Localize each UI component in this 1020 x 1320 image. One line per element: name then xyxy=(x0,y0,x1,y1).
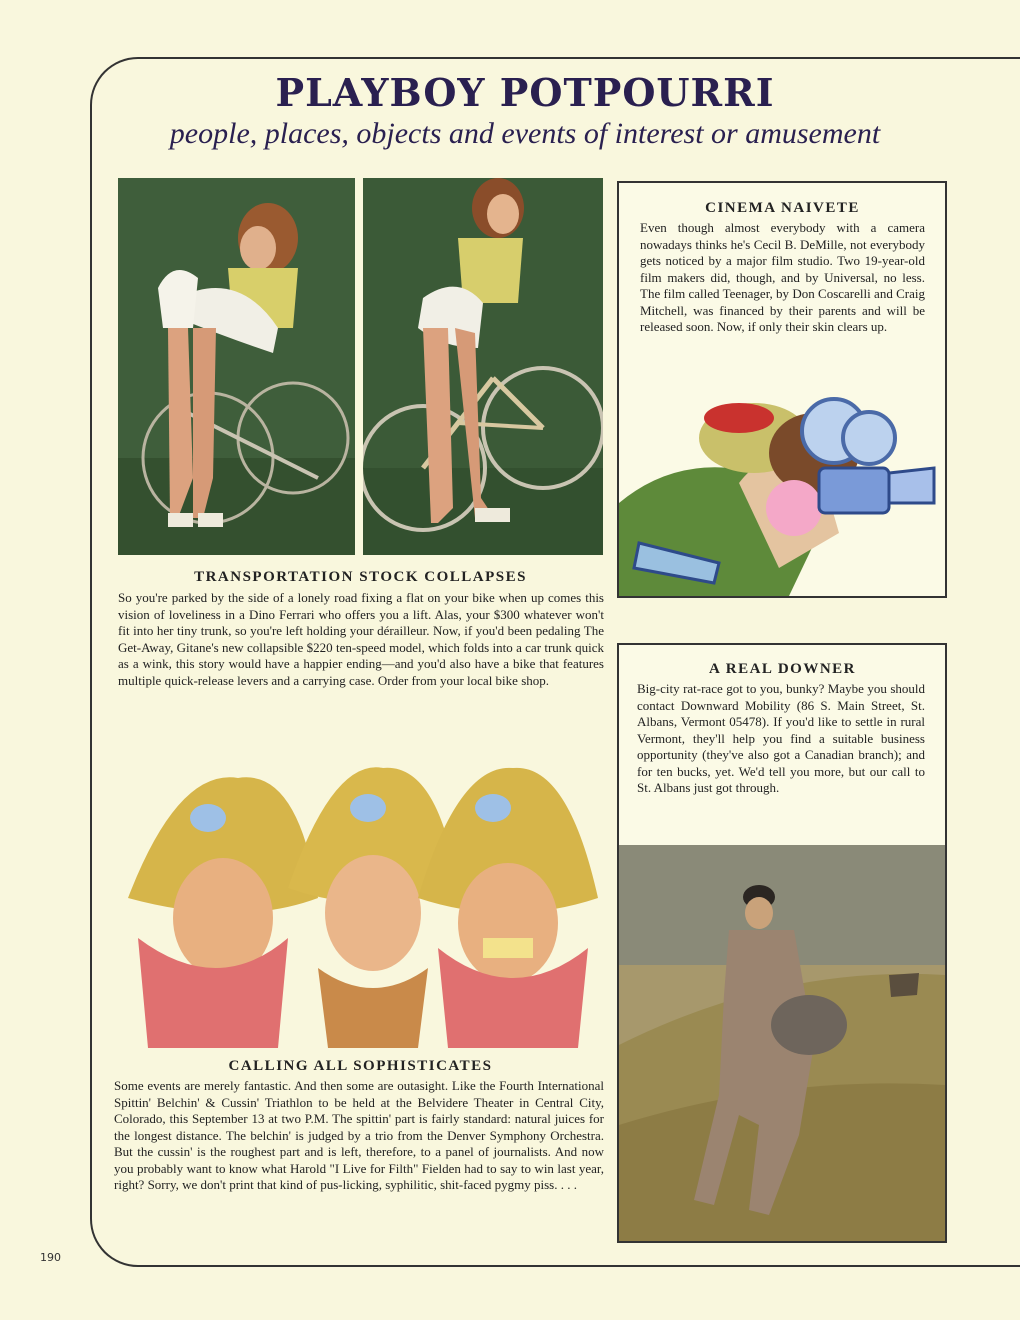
sophisticates-body: Some events are merely fantastic. And then some are outasight. Like the Fourth International Spittin' Belchin' & Cussin' Triathlon to be held at the Belvidere Theater in Central City, Colorado, this September 13 at two P.M. The spittin' part is fairly standard: natural juices for the longest distance. The belchin' is judged by a trio from the Denver Symphony Orchestra. But the cussin' is the roughest part and is left, therefore, to a panel of journalists. And now you probably want to know what Harold "I Live for Filth" Fielden had to say to win last year, right? Sorry, we don't print that kind of pus-licking, syphilitic, shit-faced pygmy piss. . . . xyxy=(114,1078,604,1192)
downer-heading: A REAL DOWNER xyxy=(708,661,857,677)
filmmakers-illustration xyxy=(619,393,945,596)
sophisticates-heading: CALLING ALL SOPHISTICATES xyxy=(228,1058,493,1074)
cinema-body: Even though almost everybody with a camera nowadays thinks he's Cecil B. DeMille, not everybody gets noticed by a major film studio. Two 19-year-old film makers did, though, and by Universal, no less. The film called Teenager, by Don Coscarelli and Craig Mitchell, was financed by their parents and will be released soon. Now, if only their skin clears up. xyxy=(640,220,925,334)
transportation-body: So you're parked by the side of a lonely road fixing a flat on your bike when up comes this vision of loveliness in a Dino Ferrari who offers you a lift. Alas, your $300 whatever won't fit into her tiny trunk, so you're left holding your dérailleur. Now, if you'd been pedaling The Get-Away, Gitane's new collapsible $220 ten-speed model, which folds into a car trunk quick as a wink, this story would have a happier ending—and you'd also have a bike that features multiple quick-release levers and a carrying case. Order from your local bike shop. xyxy=(118,590,604,688)
bike-photo-left xyxy=(118,178,355,555)
walking-man-painting xyxy=(619,845,945,1241)
downer-body: Big-city rat-race got to you, bunky? Maybe you should contact Downward Mobility (86 S. Main Street, St. Albans, Vermont 05478). If you'd like to settle in rural Vermont, they'll help you find a suitable business opportunity (they've also got a Canadian branch); and for ten bucks, yet. We'd tell you more, but our call to St. Albans just got through. xyxy=(637,681,925,795)
page-subtitle: people, places, objects and events of interest or amusement xyxy=(169,117,881,150)
page-number: 190 xyxy=(40,1251,61,1264)
page-title: PLAYBOY POTPOURRI xyxy=(275,70,775,115)
bike-photo-right xyxy=(363,178,603,555)
cowboys-illustration xyxy=(118,748,603,1048)
transportation-heading: TRANSPORTATION STOCK COLLAPSES xyxy=(194,569,527,585)
cinema-heading: CINEMA NAIVETE xyxy=(705,200,860,216)
